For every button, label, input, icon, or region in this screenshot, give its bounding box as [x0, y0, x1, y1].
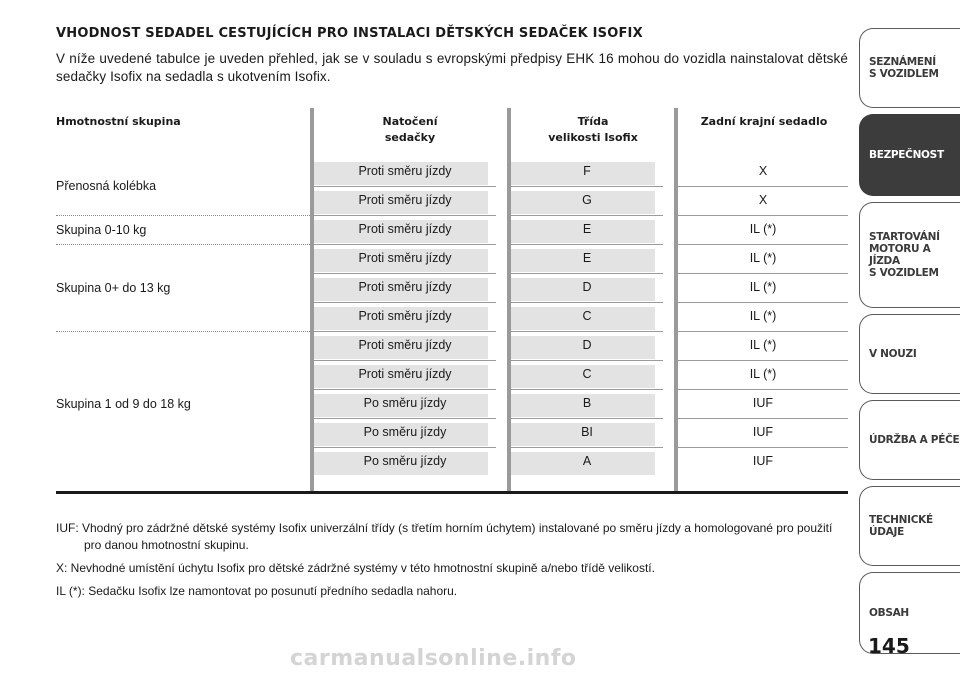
row-rule: [678, 360, 848, 361]
cell-orientation: Proti směru jízdy: [358, 367, 452, 381]
cell-seat: IUF: [752, 425, 774, 439]
row-rule: [314, 186, 496, 187]
row-rule: [511, 273, 663, 274]
chapter-tab-line: S VOZIDLEM: [869, 267, 939, 279]
chapter-tab[interactable]: [859, 202, 960, 308]
row-rule: [314, 447, 496, 448]
cell-size: BI: [581, 425, 593, 439]
header-orientation: [320, 114, 500, 146]
group-label: Skupina 1 od 9 do 18 kg: [56, 396, 191, 411]
chapter-tab[interactable]: [859, 486, 960, 566]
cell-seat: IL (*): [749, 309, 777, 323]
chapter-tab-label: [869, 231, 960, 279]
chapter-tab-line: BEZPEČNOST: [869, 149, 944, 161]
chapter-tab-line: OBSAH: [869, 607, 909, 619]
note-iuf-line1: IUF: Vhodný pro zádržné dětské systémy Isofix univerzální třídy (s třetím horním úchytem) instalované po směru jízdy a homologované pro použití: [56, 521, 833, 535]
row-rule: [678, 273, 848, 274]
cell-size: D: [582, 338, 592, 352]
row-rule: [511, 244, 663, 245]
table-bottom-rule: [56, 491, 848, 494]
row-rule: [678, 389, 848, 390]
chapter-tab-label: [869, 56, 939, 80]
note-iuf-line2: pro danou hmotnostní skupinu.: [84, 538, 249, 552]
cell-orientation: Po směru jízdy: [363, 454, 447, 468]
page-heading: VHODNOST SEDADEL CESTUJÍCÍCH PRO INSTALACI DĚTSKÝCH SEDAČEK ISOFIX: [56, 26, 643, 41]
isofix-table: [56, 108, 848, 494]
header-group: Hmotnostní skupina: [56, 115, 181, 128]
row-rule: [511, 360, 663, 361]
row-rule: [511, 186, 663, 187]
chapter-tab[interactable]: [859, 314, 960, 394]
row-rule: [314, 360, 496, 361]
group-label: Přenosná kolébka: [56, 179, 157, 193]
cell-orientation: Po směru jízdy: [363, 396, 447, 410]
cell-size: G: [582, 193, 592, 207]
cell-size: A: [582, 454, 592, 468]
note-iuf: [56, 520, 848, 554]
cell-seat: IUF: [752, 396, 774, 410]
cell-size: C: [582, 309, 592, 323]
chapter-tab[interactable]: [859, 400, 960, 480]
note-il: IL (*): Sedačku Isofix lze namontovat po posunutí předního sedadla nahoru.: [56, 584, 458, 598]
row-rule: [678, 331, 848, 332]
chapter-tab[interactable]: [859, 28, 960, 108]
cell-seat: X: [758, 193, 768, 207]
row-rule: [314, 331, 496, 332]
chapter-tab-label: [869, 348, 916, 360]
cell-orientation: Po směru jízdy: [363, 425, 447, 439]
chapter-tab-label: [869, 434, 959, 446]
group-label: Skupina 0-10 kg: [56, 222, 147, 237]
row-rule: [314, 418, 496, 419]
header-orientation-line1: Natočení: [382, 115, 438, 128]
row-rule: [314, 244, 496, 245]
header-size-line1: Třída: [577, 115, 609, 128]
cell-size: C: [582, 367, 592, 381]
header-size-class: [518, 114, 668, 146]
row-rule: [678, 418, 848, 419]
chapter-tab-label: [869, 607, 909, 619]
cell-orientation: Proti směru jízdy: [358, 280, 452, 294]
cell-seat: IL (*): [749, 280, 777, 294]
row-rule: [314, 273, 496, 274]
cell-orientation: Proti směru jízdy: [358, 193, 452, 207]
row-rule: [678, 215, 848, 216]
cell-seat: IL (*): [749, 222, 777, 236]
group-separator: [56, 215, 310, 216]
row-rule: [678, 186, 848, 187]
cell-seat: IL (*): [749, 367, 777, 381]
row-rule: [678, 447, 848, 448]
chapter-tab-line: ÚDRŽBA A PÉČE: [869, 434, 960, 446]
header-rear-seat: Zadní krajní sedadlo: [700, 115, 828, 128]
cell-seat: IUF: [752, 454, 774, 468]
cell-orientation: Proti směru jízdy: [358, 338, 452, 352]
chapter-tab-line: ÚDAJE: [869, 526, 904, 538]
row-rule: [511, 447, 663, 448]
note-x: X: Nevhodné umístění úchytu Isofix pro dětské zádržné systémy v této hmotnostní skupině a/nebo třídě velikostí.: [56, 561, 655, 575]
chapter-tab-label: [869, 514, 933, 538]
row-rule: [511, 331, 663, 332]
table-notes: [56, 520, 848, 606]
header-size-line2: velikosti Isofix: [548, 131, 638, 144]
chapter-tab-line: V NOUZI: [869, 348, 917, 360]
watermark: carmanualsonline.info: [290, 646, 577, 671]
cell-size: F: [583, 164, 591, 178]
cell-orientation: Proti směru jízdy: [358, 222, 452, 236]
chapter-tab-line: MOTORU A JÍZDA: [869, 243, 931, 267]
row-rule: [314, 389, 496, 390]
row-rule: [314, 302, 496, 303]
cell-seat: X: [758, 164, 768, 178]
chapter-tab-label: [869, 149, 944, 161]
header-orientation-line2: sedačky: [384, 131, 436, 144]
row-rule: [678, 244, 848, 245]
page-number: 145: [868, 634, 910, 658]
row-rule: [678, 302, 848, 303]
row-rule: [314, 215, 496, 216]
row-rule: [511, 389, 663, 390]
row-rule: [511, 215, 663, 216]
cell-seat: IL (*): [749, 251, 777, 265]
cell-size: D: [582, 280, 592, 294]
cell-orientation: Proti směru jízdy: [358, 309, 452, 323]
chapter-tab-line: S VOZIDLEM: [869, 68, 939, 80]
cell-seat: IL (*): [749, 338, 777, 352]
group-separator: [56, 244, 310, 245]
chapter-tab-line: TECHNICKÉ: [869, 514, 933, 526]
row-rule: [511, 418, 663, 419]
chapter-tab-line: SEZNÁMENÍ: [869, 56, 936, 68]
cell-size: B: [582, 396, 592, 410]
cell-orientation: Proti směru jízdy: [358, 251, 452, 265]
chapter-tab[interactable]: [859, 114, 960, 196]
intro-paragraph: V níže uvedené tabulce je uveden přehled, jak se v souladu s evropskými předpisy EHK 16 mohou do vozidla nainstalovat dětské sedačky Isofix na sedadla s ukotvením Isofix.: [56, 51, 848, 84]
cell-size: E: [582, 251, 592, 265]
row-rule: [511, 302, 663, 303]
group-separator: [56, 331, 310, 332]
group-label: Skupina 0+ do 13 kg: [56, 280, 171, 295]
chapter-tab-line: STARTOVÁNÍ: [869, 231, 940, 243]
cell-orientation: Proti směru jízdy: [358, 164, 452, 178]
cell-size: E: [582, 222, 592, 236]
